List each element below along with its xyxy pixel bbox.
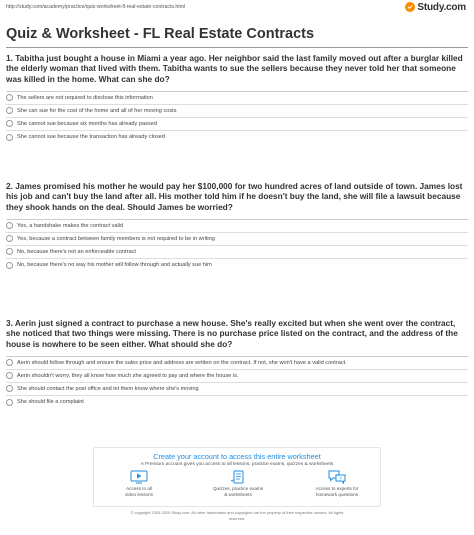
page-title: Quiz & Worksheet - FL Real Estate Contracts (6, 26, 315, 42)
cta-subheading: A Premium account gives you access to all lessons, practice exams, quizzes & worksheets (140, 462, 334, 467)
video-lessons-icon (130, 470, 148, 484)
radio-circle-icon[interactable] (6, 134, 13, 141)
answer-option-label: She should file a complaint (17, 399, 84, 406)
answer-option-label: She cannot sue because six months has already passed (17, 120, 157, 127)
feature-label-line: Quizzes, practice exams (212, 486, 264, 491)
copyright-notice: © copyright 2003-2020 Study.com. All other trademarks and copyrights are the property of their respective owners. All rights (130, 510, 344, 515)
answer-option-label: The sellers are not required to disclose this information (17, 94, 153, 101)
page-url[interactable]: http://study.com/academy/practice/quiz-worksheet-fl-real-estate-contracts.html (6, 4, 186, 10)
question-3 (6, 318, 468, 409)
radio-circle-icon[interactable] (6, 262, 13, 269)
question-text: 2. James promised his mother he would pay her $100,000 for two hundred acres of land outside of town. James lost his job and can't buy the land after all. His mother told him if he doesn't buy the land, she will file a lawsuit because they shook hands on the deal. Should James be worried? (6, 181, 463, 212)
answer-option-label: Aerin shouldn't worry, they all know how much she agreed to pay and where the house is. (17, 372, 239, 379)
answer-option[interactable] (6, 259, 468, 272)
answer-option[interactable] (6, 357, 468, 370)
answer-option[interactable] (6, 220, 468, 233)
question-1 (6, 53, 468, 144)
answer-option-label: No, because there's not an enforceable contract (17, 248, 136, 255)
answer-option-label: No, because there's no way his mother will follow through and actually sue him (17, 262, 212, 269)
radio-circle-icon[interactable] (6, 107, 13, 114)
answer-option[interactable] (6, 396, 468, 409)
experts-chat-icon (328, 470, 346, 484)
feature-label-line: homework questions (315, 491, 359, 497)
answer-options (6, 220, 468, 272)
answer-options (6, 357, 468, 409)
quizzes-worksheets-icon (229, 470, 247, 484)
feature-label-line: video lessons (125, 491, 153, 497)
feature-label (109, 486, 169, 497)
answer-option[interactable] (6, 370, 468, 383)
radio-circle-icon[interactable] (6, 385, 13, 392)
cta-heading[interactable]: Create your account to access this entire worksheet (153, 452, 321, 461)
answer-option[interactable] (6, 233, 468, 246)
study-logo[interactable] (405, 1, 466, 13)
feature-label (208, 486, 268, 497)
answer-options (6, 92, 468, 144)
answer-option[interactable] (6, 118, 468, 131)
answer-option[interactable] (6, 92, 468, 105)
radio-circle-icon[interactable] (6, 222, 13, 229)
question-text: 3. Aerin just signed a contract to purchase a new house. She's really excited but when she went over the contract, she noticed that two things were missing. There is no purchase price listed on the contract, and the address of the house is nowhere to be seen either. What should she do? (6, 318, 458, 349)
radio-circle-icon[interactable] (6, 120, 13, 127)
feature-label-line: Access to all (126, 486, 152, 491)
feature-label (307, 486, 367, 497)
answer-option-label: She should contact the post office and let them know where she's moving (17, 385, 199, 392)
radio-circle-icon[interactable] (6, 359, 13, 366)
radio-circle-icon[interactable] (6, 372, 13, 379)
radio-circle-icon[interactable] (6, 248, 13, 255)
top-bar (0, 0, 474, 14)
answer-option[interactable] (6, 105, 468, 118)
title-divider (6, 47, 468, 48)
answer-option-label: She can sue for the cost of the home and all of her moving costs (17, 107, 177, 114)
feature-quizzes-worksheets (208, 470, 268, 497)
answer-option-label: Aerin should follow through and ensure the sales price and address are written on the contract. If not, she won't have a valid contract. (17, 359, 347, 366)
signup-cta[interactable] (93, 447, 381, 507)
answer-option[interactable] (6, 131, 468, 144)
answer-option[interactable] (6, 246, 468, 259)
answer-option-label: Yes, because a contract between family members is not required to be in writing (17, 235, 215, 242)
radio-circle-icon[interactable] (6, 235, 13, 242)
question-text: 1. Tabitha just bought a house in Miami a year ago. Her neighbor said the last family moved out after a burglar killed the elderly woman that lived with them. Tabitha wants to sue the sellers because they never told her that someone was killed in the home. What can she do? (6, 53, 463, 84)
feature-video-lessons (109, 470, 169, 497)
feature-label-line: & worksheets (224, 491, 252, 497)
feature-experts (307, 470, 367, 497)
answer-option-label: Yes, a handshake makes the contract valid (17, 222, 124, 229)
study-logo-icon (405, 2, 415, 12)
radio-circle-icon[interactable] (6, 94, 13, 101)
feature-label-line: Access to experts for (315, 486, 359, 491)
logo-text: Study.com (417, 1, 466, 13)
copyright-notice-continued: reserved. (228, 516, 246, 521)
answer-option-label: She cannot sue because the transaction has already closed (17, 134, 166, 141)
question-2 (6, 181, 468, 272)
answer-option[interactable] (6, 383, 468, 396)
radio-circle-icon[interactable] (6, 399, 13, 406)
svg-text:?: ? (339, 476, 342, 481)
